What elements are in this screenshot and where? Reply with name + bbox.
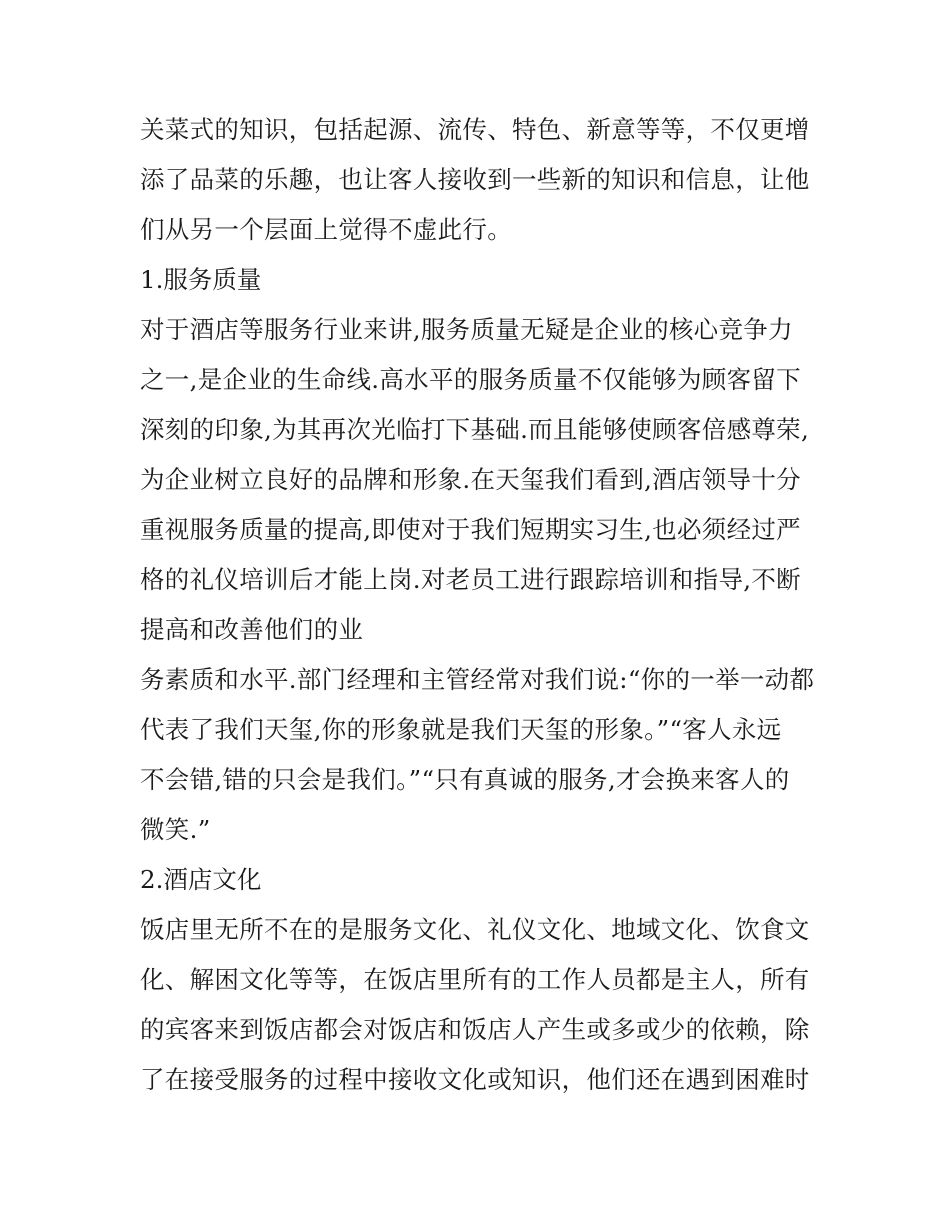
text-line: 务素质和水平.部门经理和主管经常对我们说:“你的一举一动都 xyxy=(140,665,815,694)
text-line: 们从另一个层面上觉得不虚此行。 xyxy=(140,215,512,244)
text-line: 重视服务质量的提高,即使对于我们短期实习生,也必须经过严 xyxy=(140,515,801,544)
text-line: 提高和改善他们的业 xyxy=(140,615,364,644)
text-line: 微笑.” xyxy=(140,815,211,844)
text-line: 对于酒店等服务行业来讲,服务质量无疑是企业的核心竞争力 xyxy=(140,315,793,344)
text-line: 了在接受服务的过程中接收文化或知识，他们还在遇到困难时 xyxy=(140,1065,810,1094)
text-line: 的宾客来到饭店都会对饭店和饭店人产生或多或少的依赖，除 xyxy=(140,1015,810,1044)
text-line: 关菜式的知识，包括起源、流传、特色、新意等等，不仅更增 xyxy=(140,115,810,144)
text-line: 格的礼仪培训后才能上岗.对老员工进行跟踪培训和指导,不断 xyxy=(140,565,801,594)
section-heading-service-quality: 1.服务质量 xyxy=(140,265,262,294)
section-heading-hotel-culture: 2.酒店文化 xyxy=(140,865,262,894)
document-body xyxy=(140,105,820,1105)
text-line: 深刻的印象,为其再次光临打下基础.而且能够使顾客倍感尊荣, xyxy=(140,415,810,444)
text-line: 添了品菜的乐趣，也让客人接收到一些新的知识和信息，让他 xyxy=(140,165,810,194)
text-line: 化、解困文化等等，在饭店里所有的工作人员都是主人，所有 xyxy=(140,965,810,994)
text-line: 代表了我们天玺,你的形象就是我们天玺的形象。”“客人永远 xyxy=(140,715,782,744)
text-line: 之一,是企业的生命线.高水平的服务质量不仅能够为顾客留下 xyxy=(140,365,801,394)
text-line: 不会错,错的只会是我们。”“只有真诚的服务,才会换来客人的 xyxy=(140,765,790,794)
text-line: 为企业树立良好的品牌和形象.在天玺我们看到,酒店领导十分 xyxy=(140,465,801,494)
text-line: 饭店里无所不在的是服务文化、礼仪文化、地域文化、饮食文 xyxy=(140,915,810,944)
